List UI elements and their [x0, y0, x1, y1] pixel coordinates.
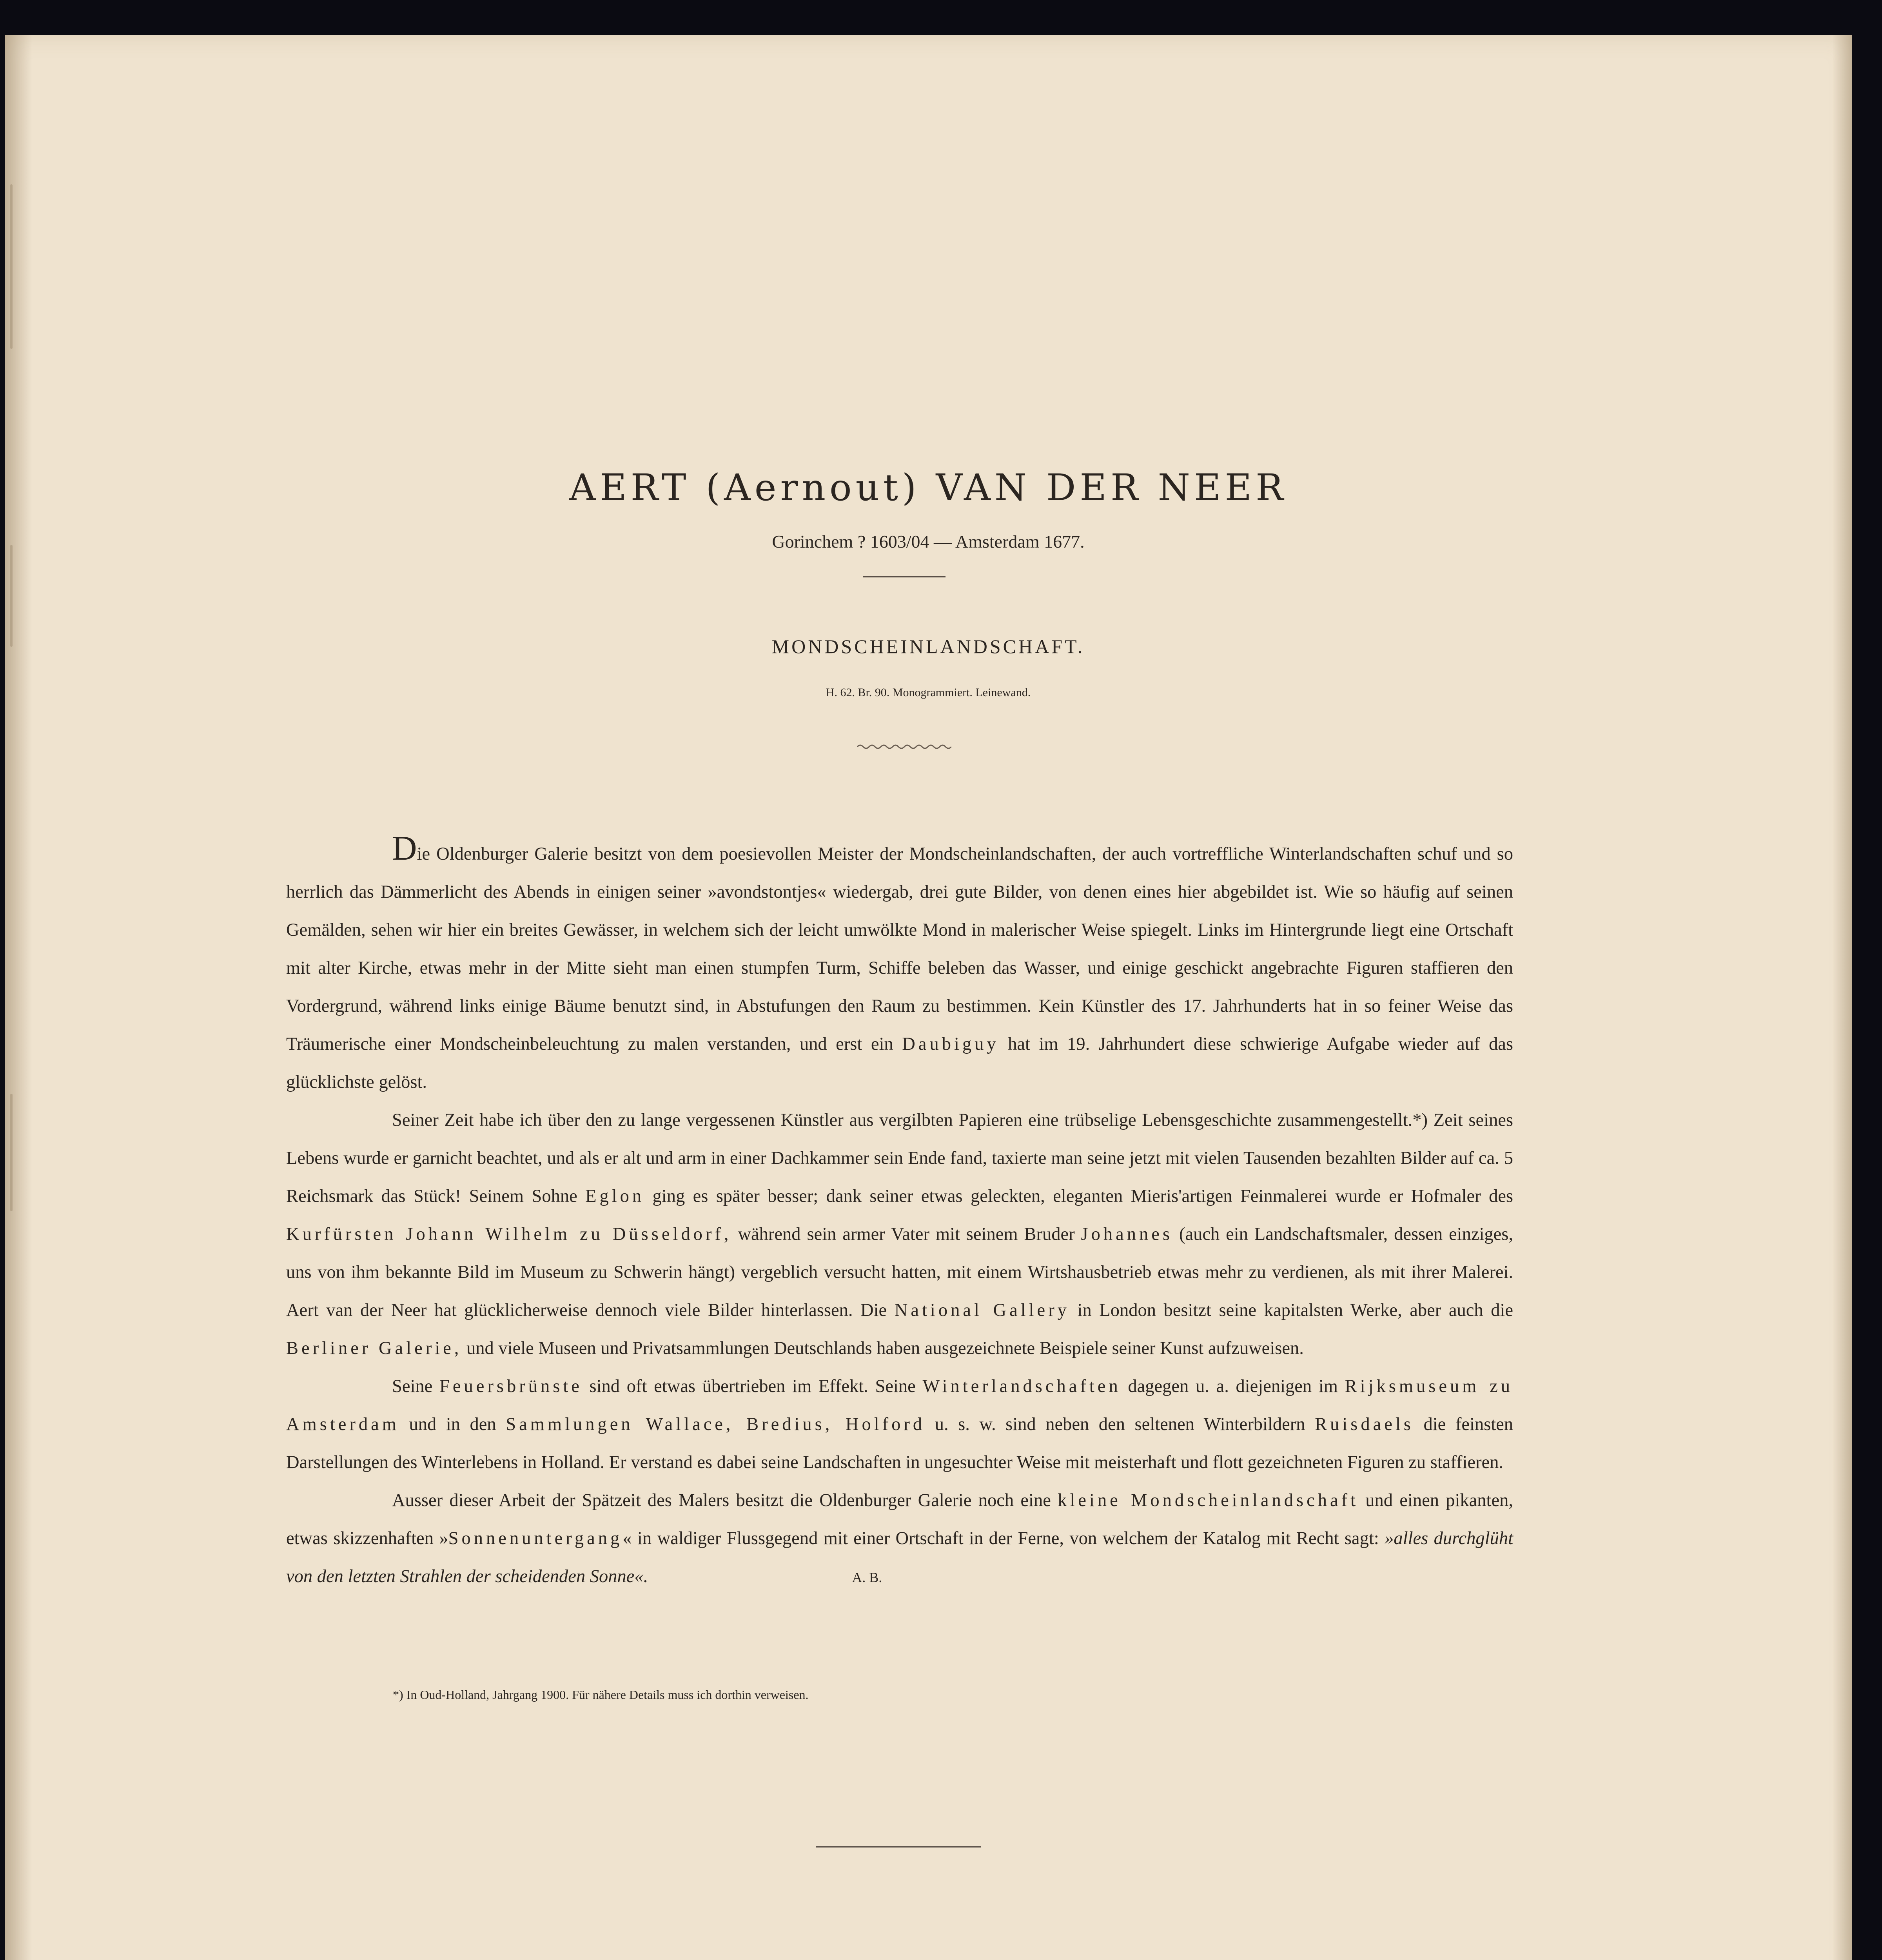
paragraph-text: in London besitzt seine kapitalsten Werke, aber auch die [1077, 1300, 1513, 1320]
paragraph-4 [286, 1481, 1513, 1597]
paragraph-text: u. s. w. sind neben den seltenen Winterbildern [935, 1414, 1305, 1434]
museum-name: Berliner Galerie, [286, 1338, 462, 1358]
paragraph-2 [286, 1101, 1513, 1367]
binding-mark [10, 184, 13, 349]
paragraph-text: ie Oldenburger Galerie besitzt von dem poesievollen Meister der Mondscheinlandschaften, der auch vortreffliche Winterlandschaften schuf und so herrlich das Dämmerlicht des Abends in einigen seiner »avondstontjes« wiedergab, drei gute Bilder, von denen eines hier abgebildet ist. Wie so häufig auf seinen Gemälden, sehen wir hier ein breites Gewässer, in welchem sich der leicht umwölkte Mond in malerischer Weise spiegelt. Links im Hintergrunde liegt eine Ortschaft mit alter Kirche, etwas mehr in der Mitte sieht man einen stumpfen Turm, Schiffe beleben das Wasser, und einige geschickt angebrachte Figuren staffieren den Vordergrund, während links einige Bäume benutzt sind, in Abstufungen den Raum zu bestimmen. Kein Künstler des 17. Jahrhunderts hat in so feiner Weise das Träumerische einer Mondscheinbeleuchtung zu malen verstanden, und erst ein [286, 844, 1513, 1054]
paragraph-1 [286, 829, 1513, 1101]
catalog-quote: »alles durchglüht von den letzten Strahlen der scheidenden Sonne«. [286, 1528, 1514, 1586]
paragraph-text: hat im 19. Jahrhundert diese schwierige Aufgabe wieder auf das glücklichste gelöst. [286, 1034, 1513, 1092]
artwork-dimensions: H. 62. Br. 90. Monogrammiert. Leinewand. [826, 686, 1031, 699]
paragraph-text: ging es später besser; dank seiner etwas geleckten, eleganten Mieris'artigen Feinmalerei wurde er Hofmaler des [652, 1186, 1513, 1206]
collection-names: Sammlungen Wallace, Bredius, Holford [506, 1414, 926, 1434]
artwork-title: MONDSCHEINLANDSCHAFT. [771, 635, 1085, 657]
museum-name: National Gallery [894, 1300, 1070, 1320]
paragraph-text: Seiner Zeit habe ich über den zu lange vergessenen Künstler aus vergilbten Papieren eine trübselige Lebensgeschichte zusammengestellt.*) Zeit seines Lebens wurde er garnicht beachtet, und als er alt und arm in einer Dachkammer sein Ende fand, taxierte man seine jetzt mit vielen Tausenden bezahlten Bilder auf ca. 5 Reichsmark das Stück! Seinem Sohne [286, 1110, 1513, 1206]
paragraph-text: dagegen u. a. diejenigen im [1128, 1376, 1338, 1396]
title-divider [863, 576, 946, 577]
paragraph-text: während sein armer Vater mit seinem Bruder [738, 1224, 1075, 1244]
artist-name: Johannes [1081, 1224, 1173, 1244]
emphasis-term: kleine Mondscheinlandschaft [1058, 1490, 1359, 1510]
end-divider [816, 1846, 981, 1847]
author-initials: A. B. [852, 1570, 882, 1585]
page-title: AERT (Aernout) VAN DER NEER [569, 466, 1287, 509]
patron-name: Kurfürsten Johann Wilhelm zu Düsseldorf, [286, 1224, 732, 1244]
paragraph-text: die feinsten Darstellungen des Winterlebens in Holland. Er verstand es dabei seine Landschaften in ungesuchter Weise mit meisterhaft und flott gezeichneten Figuren zu staffieren. [286, 1414, 1514, 1472]
article-body [286, 829, 1514, 1597]
drop-initial: D [392, 829, 417, 867]
paragraph-text: und viele Museen und Privatsammlungen Deutschlands haben ausgezeichnete Beispiele seiner Kunst aufzuweisen. [466, 1338, 1304, 1358]
artist-life-dates: Gorinchem ? 1603/04 — Amsterdam 1677. [772, 532, 1085, 552]
paragraph-text: sind oft etwas übertrieben im Effekt. Seine [589, 1376, 916, 1396]
paragraph-text: und in den [409, 1414, 496, 1434]
paragraph-text: Ausser dieser Arbeit der Spätzeit des Malers besitzt die Oldenburger Galerie noch eine [392, 1490, 1051, 1510]
paragraph-3 [286, 1367, 1513, 1481]
paragraph-text: Seine [392, 1376, 433, 1396]
artist-name: Ruisdaels [1315, 1414, 1414, 1434]
paragraph-text: (auch ein Landschaftsmaler, dessen einziges, uns von ihm bekannte Bild im Museum zu Schwerin hängt) vergeblich versucht hatten, mit einem Wirtshausbetrieb etwas mehr zu verdienen, als mit ihrer Malerei. Aert van der Neer hat glücklicherweise dennoch viele Bilder hinterlassen. Die [286, 1224, 1513, 1320]
paragraph-text: und einen pikanten, etwas skizzenhaften » [286, 1490, 1513, 1548]
wavy-ornament [857, 743, 951, 751]
artwork-title-inline: Sonnenuntergang [448, 1528, 623, 1548]
binding-mark [10, 545, 13, 647]
emphasis-term: Feuersbrünste [439, 1376, 583, 1396]
paragraph-text: « in waldiger Flussgegend mit einer Ortschaft in der Ferne, von welchem der Katalog mit Recht sagt: [622, 1528, 1379, 1548]
document-page [5, 35, 1852, 1960]
museum-name: Rijksmuseum zu Amsterdam [286, 1376, 1513, 1434]
emphasis-term: Winterlandschaften [922, 1376, 1121, 1396]
binding-mark [10, 1094, 13, 1211]
artist-name: Eglon [585, 1186, 645, 1206]
footnote: *) In Oud-Holland, Jahrgang 1900. Für nähere Details muss ich dorthin verweisen. [393, 1688, 809, 1702]
artist-name: Daubiguy [902, 1034, 999, 1054]
